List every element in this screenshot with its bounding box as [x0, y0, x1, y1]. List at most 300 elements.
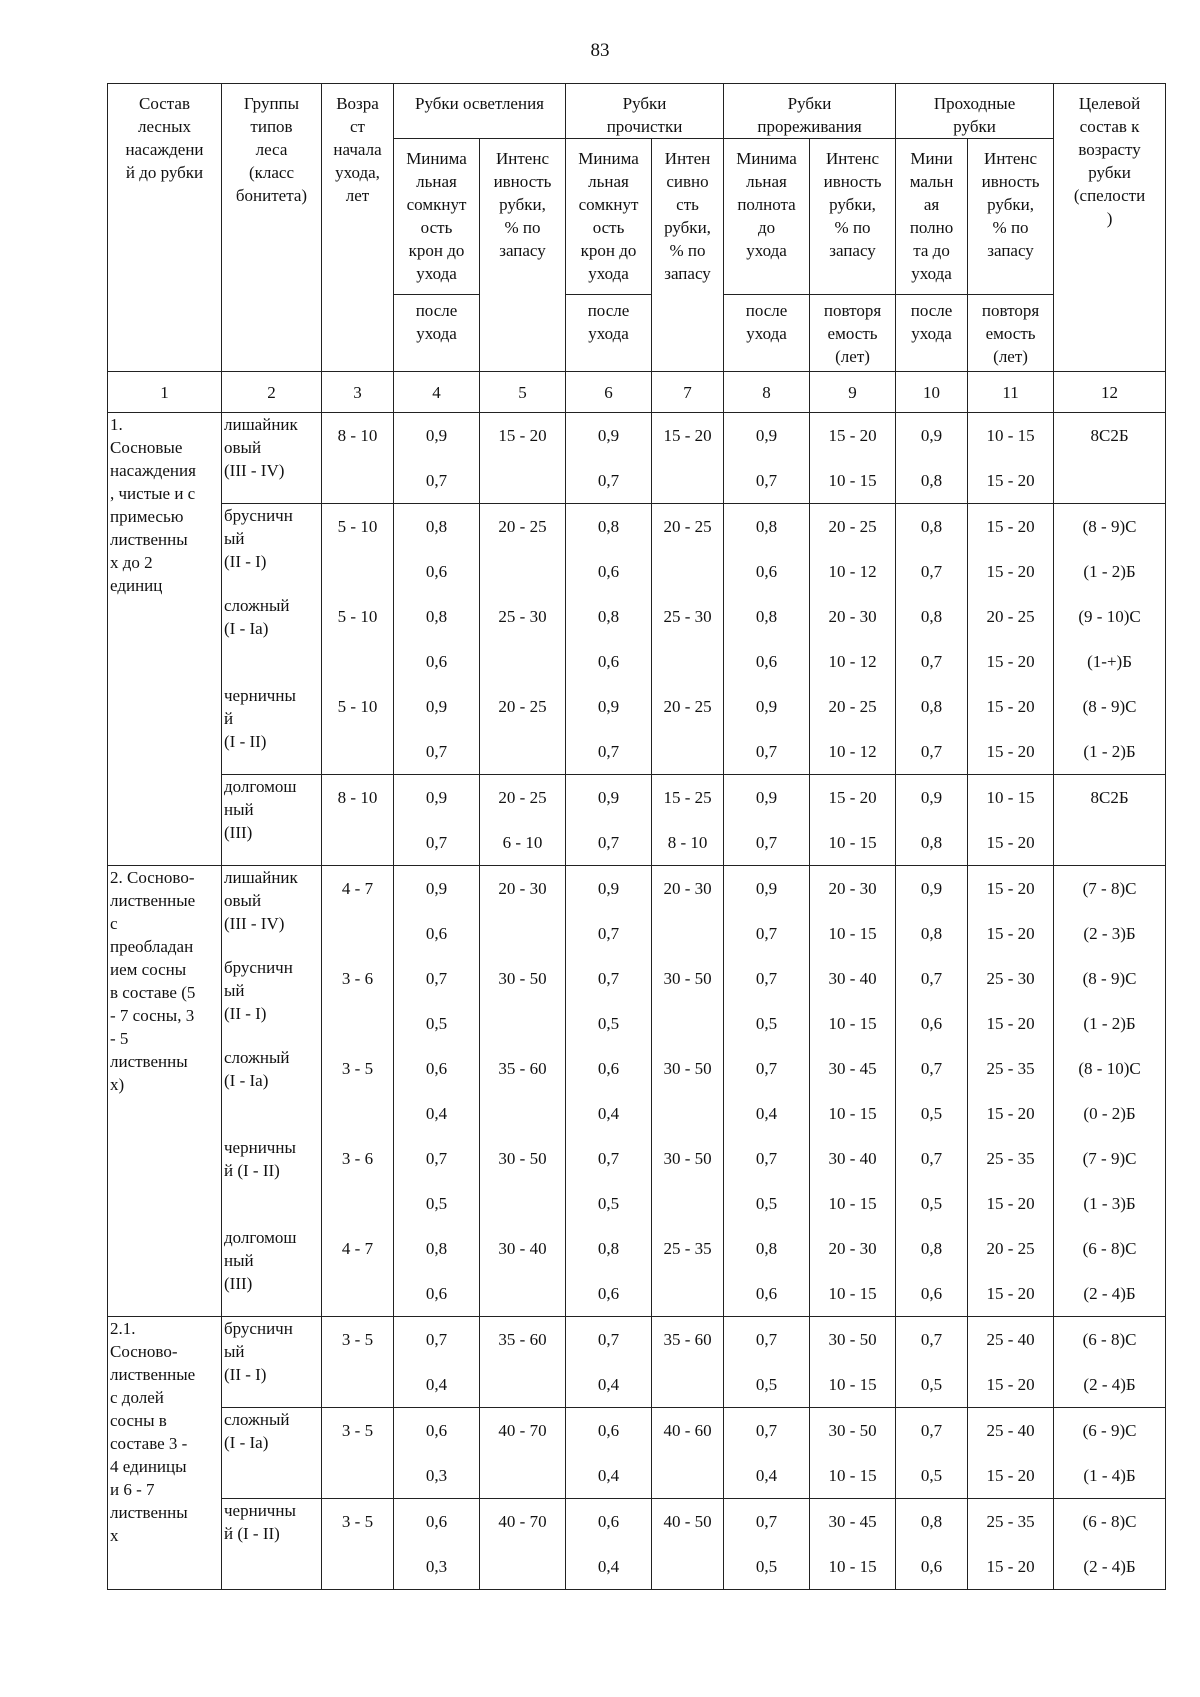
min-closure-thinning: 0,7 [597, 924, 620, 943]
target-composition [1054, 820, 1165, 865]
min-density-thinout-cell [724, 775, 810, 866]
stand-composition-cell: 2.1. Сосново- лиственные с долей сосны в составе 3 - 4 единицы и 6 - 7 лиственны х [108, 1317, 222, 1590]
header-after-care-1: после ухода [394, 295, 480, 372]
header-intensity-1: Интенс ивность рубки, % по запасу [480, 139, 566, 372]
min-density-passage: 0,7 [920, 1330, 943, 1349]
spacer [322, 1271, 393, 1316]
min-closure-cleaning: 0,7 [425, 1149, 448, 1168]
intensity-passage: 15 - 20 [986, 1194, 1035, 1213]
target-composition: (6 - 8)С [1082, 1239, 1137, 1258]
intensity-thinning [652, 911, 723, 956]
min-density-passage: 0,7 [920, 1149, 943, 1168]
spacer [322, 1091, 393, 1136]
target-composition: (0 - 2)Б [1083, 1104, 1136, 1123]
intensity-passage: 10 - 15 [986, 788, 1035, 807]
min-density-passage: 0,9 [920, 426, 943, 445]
start-age: 8 - 10 [337, 788, 378, 807]
min-closure-thinning: 0,5 [597, 1014, 620, 1033]
min-closure-cleaning: 0,7 [425, 742, 448, 761]
intensity-cleaning [480, 1453, 565, 1498]
target-composition: (9 - 10)С [1078, 607, 1141, 626]
min-density-thinout: 0,9 [755, 426, 778, 445]
spacer [322, 549, 393, 594]
intensity-cleaning [480, 1181, 565, 1226]
intensity-thinning: 25 - 35 [663, 1239, 712, 1258]
start-age: 5 - 10 [337, 517, 378, 536]
min-density-thinout: 0,9 [755, 697, 778, 716]
target-composition: (2 - 4)Б [1083, 1375, 1136, 1394]
min-density-thinout: 0,5 [755, 1014, 778, 1033]
intensity-thinout-cell [810, 413, 896, 504]
min-density-passage: 0,7 [920, 742, 943, 761]
intensity-cleaning: 6 - 10 [502, 833, 543, 852]
intensity-passage: 15 - 20 [986, 742, 1035, 761]
min-density-passage: 0,7 [920, 1059, 943, 1078]
target-composition: (6 - 8)С [1082, 1512, 1137, 1531]
header-start-age: Возра ст начала ухода, лет [322, 84, 394, 372]
min-density-passage-cell [896, 1408, 968, 1499]
min-closure-thinning-cell [566, 1408, 652, 1499]
min-closure-thinning: 0,5 [597, 1194, 620, 1213]
intensity-cleaning: 20 - 30 [498, 879, 547, 898]
spacer [322, 1001, 393, 1046]
intensity-thinning: 25 - 30 [663, 607, 712, 626]
start-age: 3 - 5 [341, 1059, 374, 1078]
column-number: 10 [896, 372, 968, 413]
forest-type: брусничн ый (II - I) [224, 958, 293, 1023]
min-closure-cleaning: 0,3 [425, 1557, 448, 1576]
intensity-cleaning: 20 - 25 [498, 788, 547, 807]
start-age: 5 - 10 [337, 697, 378, 716]
target-composition-cell [1054, 1499, 1166, 1590]
intensity-thinout: 10 - 12 [828, 742, 877, 761]
intensity-thinout: 15 - 20 [828, 788, 877, 807]
intensity-cleaning: 30 - 50 [498, 1149, 547, 1168]
intensity-thinout: 10 - 15 [828, 1014, 877, 1033]
min-density-passage: 0,8 [920, 1512, 943, 1531]
intensity-thinout: 20 - 25 [828, 697, 877, 716]
spacer [322, 639, 393, 684]
target-composition: (1-+)Б [1087, 652, 1132, 671]
intensity-thinning [652, 1001, 723, 1046]
intensity-thinning-cell [652, 1317, 724, 1408]
start-age: 5 - 10 [337, 607, 378, 626]
min-closure-thinning: 0,6 [597, 1284, 620, 1303]
min-density-passage: 0,6 [920, 1014, 943, 1033]
min-density-thinout: 0,7 [755, 1512, 778, 1531]
min-closure-cleaning: 0,6 [425, 924, 448, 943]
column-number: 11 [968, 372, 1054, 413]
intensity-passage: 15 - 20 [986, 697, 1035, 716]
min-density-passage: 0,8 [920, 833, 943, 852]
header-target-composition: Целевой состав к возрасту рубки (спелости ) [1054, 84, 1166, 372]
target-composition: (1 - 3)Б [1083, 1194, 1136, 1213]
intensity-thinout-cell [810, 1408, 896, 1499]
target-composition: (2 - 4)Б [1083, 1557, 1136, 1576]
min-density-passage: 0,6 [920, 1557, 943, 1576]
table-row [108, 1499, 1166, 1590]
min-closure-cleaning: 0,6 [425, 1512, 448, 1531]
min-density-thinout-cell [724, 1499, 810, 1590]
spacer [322, 1453, 393, 1498]
column-number: 2 [222, 372, 322, 413]
intensity-passage: 15 - 20 [986, 1557, 1035, 1576]
min-density-passage: 0,5 [920, 1194, 943, 1213]
min-density-thinout-cell [724, 1317, 810, 1408]
min-closure-cleaning: 0,6 [425, 1059, 448, 1078]
target-composition: (6 - 9)С [1082, 1421, 1137, 1440]
start-age: 3 - 5 [341, 1330, 374, 1349]
target-composition: 8С2Б [1090, 426, 1129, 445]
intensity-thinning-cell [652, 1408, 724, 1499]
min-density-passage-cell [896, 866, 968, 1317]
intensity-passage: 15 - 20 [986, 879, 1035, 898]
min-density-passage: 0,5 [920, 1375, 943, 1394]
start-age: 4 - 7 [341, 879, 374, 898]
intensity-passage: 15 - 20 [986, 1104, 1035, 1123]
min-closure-cleaning: 0,5 [425, 1014, 448, 1033]
start-age-cell [322, 504, 394, 775]
min-closure-thinning: 0,7 [597, 742, 620, 761]
min-closure-thinning: 0,6 [597, 652, 620, 671]
min-closure-thinning: 0,6 [597, 1421, 620, 1440]
table-row [108, 1317, 1166, 1408]
intensity-thinout: 20 - 30 [828, 879, 877, 898]
header-min-closure-1: Минима льная сомкнут ость крон до ухода [394, 139, 480, 295]
target-composition-cell [1054, 504, 1166, 775]
min-density-thinout: 0,9 [755, 788, 778, 807]
min-density-passage-cell [896, 775, 968, 866]
forest-type: черничны й (I - II) [224, 686, 296, 751]
intensity-passage-cell [968, 413, 1054, 504]
forest-type-cell [222, 866, 322, 1317]
stand-composition-cell: 1. Сосновые насаждения , чистые и с примесью лиственны х до 2 единиц [108, 413, 222, 866]
header-repeat-4: повторя емость (лет) [968, 295, 1054, 372]
min-density-thinout: 0,4 [755, 1104, 778, 1123]
intensity-thinout-cell [810, 1499, 896, 1590]
min-density-passage: 0,5 [920, 1104, 943, 1123]
intensity-passage: 15 - 20 [986, 1014, 1035, 1033]
min-closure-thinning-cell [566, 504, 652, 775]
min-closure-thinning: 0,7 [597, 833, 620, 852]
forest-type: лишайник овый (III - IV) [224, 868, 298, 933]
intensity-passage: 15 - 20 [986, 924, 1035, 943]
column-number: 3 [322, 372, 394, 413]
intensity-thinning [652, 1453, 723, 1498]
header-after-care-3: после ухода [724, 295, 810, 372]
min-density-passage-cell [896, 1499, 968, 1590]
header-thinning-out-cuts: Рубки прореживания [724, 84, 896, 139]
intensity-passage: 15 - 20 [986, 1466, 1035, 1485]
intensity-passage: 15 - 20 [986, 652, 1035, 671]
intensity-thinout: 30 - 45 [828, 1059, 877, 1078]
intensity-thinout: 30 - 50 [828, 1330, 877, 1349]
min-density-passage: 0,8 [920, 924, 943, 943]
min-density-thinout: 0,7 [755, 1059, 778, 1078]
intensity-thinning [652, 639, 723, 684]
intensity-passage: 25 - 35 [986, 1512, 1035, 1531]
intensity-cleaning: 35 - 60 [498, 1059, 547, 1078]
intensity-passage: 25 - 35 [986, 1149, 1035, 1168]
forest-type: сложный (I - Ia) [224, 1048, 290, 1090]
intensity-cleaning [480, 549, 565, 594]
intensity-cleaning-cell [480, 866, 566, 1317]
min-density-passage: 0,7 [920, 562, 943, 581]
column-number: 9 [810, 372, 896, 413]
intensity-thinning: 20 - 25 [663, 517, 712, 536]
min-density-passage: 0,8 [920, 471, 943, 490]
intensity-cleaning: 30 - 50 [498, 969, 547, 988]
target-composition: (1 - 2)Б [1083, 1014, 1136, 1033]
target-composition: (2 - 3)Б [1083, 924, 1136, 943]
target-composition: 8С2Б [1090, 788, 1129, 807]
forest-type: черничны й (I - II) [224, 1138, 296, 1180]
min-closure-cleaning: 0,4 [425, 1375, 448, 1394]
intensity-cleaning: 30 - 40 [498, 1239, 547, 1258]
header-cleaning-cuts: Рубки осветления [394, 84, 566, 139]
target-composition [1054, 458, 1165, 503]
min-closure-cleaning: 0,9 [425, 788, 448, 807]
intensity-cleaning: 15 - 20 [498, 426, 547, 445]
min-closure-thinning: 0,4 [597, 1466, 620, 1485]
intensity-thinout: 20 - 30 [828, 1239, 877, 1258]
start-age: 3 - 5 [341, 1421, 374, 1440]
intensity-thinout: 10 - 15 [828, 1194, 877, 1213]
min-closure-cleaning: 0,7 [425, 969, 448, 988]
min-closure-cleaning-cell [394, 1499, 480, 1590]
page-number: 83 [590, 40, 610, 61]
min-density-thinout: 0,5 [755, 1557, 778, 1576]
min-closure-thinning: 0,8 [597, 1239, 620, 1258]
intensity-thinning [652, 1362, 723, 1407]
start-age-cell [322, 775, 394, 866]
forest-type-cell [222, 1499, 322, 1590]
min-closure-thinning-cell [566, 1499, 652, 1590]
spacer [322, 1362, 393, 1407]
forest-type: сложный (I - Ia) [224, 596, 290, 638]
target-composition: (8 - 9)С [1082, 697, 1137, 716]
intensity-passage: 15 - 20 [986, 1284, 1035, 1303]
intensity-thinout: 10 - 12 [828, 652, 877, 671]
start-age-cell [322, 1499, 394, 1590]
intensity-thinout: 15 - 20 [828, 426, 877, 445]
intensity-thinning [652, 458, 723, 503]
intensity-passage-cell [968, 1499, 1054, 1590]
stand-composition-cell: 2. Сосново- лиственные с преобладан ием сосны в составе (5 - 7 сосны, 3 - 5 лиственны х) [108, 866, 222, 1317]
forest-type: лишайник овый (III - IV) [224, 415, 298, 480]
min-density-thinout: 0,7 [755, 1149, 778, 1168]
forest-type: сложный (I - Ia) [224, 1410, 290, 1452]
forest-type: черничны й (I - II) [224, 1501, 296, 1543]
column-number: 12 [1054, 372, 1166, 413]
min-density-thinout: 0,8 [755, 517, 778, 536]
column-number: 5 [480, 372, 566, 413]
target-composition: (1 - 4)Б [1083, 1466, 1136, 1485]
target-composition-cell [1054, 1317, 1166, 1408]
start-age: 4 - 7 [341, 1239, 374, 1258]
intensity-passage-cell [968, 504, 1054, 775]
target-composition: (7 - 9)С [1082, 1149, 1137, 1168]
min-closure-cleaning: 0,9 [425, 879, 448, 898]
forest-type-cell [222, 1408, 322, 1499]
min-closure-thinning: 0,4 [597, 1557, 620, 1576]
min-density-passage: 0,7 [920, 652, 943, 671]
target-composition: (1 - 2)Б [1083, 562, 1136, 581]
intensity-passage-cell [968, 866, 1054, 1317]
intensity-cleaning [480, 639, 565, 684]
intensity-passage: 15 - 20 [986, 1375, 1035, 1394]
min-density-passage: 0,7 [920, 969, 943, 988]
forest-type: брусничн ый (II - I) [224, 1319, 293, 1384]
start-age-cell [322, 1317, 394, 1408]
min-closure-thinning: 0,6 [597, 1059, 620, 1078]
intensity-thinout-cell [810, 775, 896, 866]
header-repeat-3: повторя емость (лет) [810, 295, 896, 372]
intensity-cleaning-cell [480, 1499, 566, 1590]
min-closure-cleaning: 0,6 [425, 1421, 448, 1440]
column-number: 4 [394, 372, 480, 413]
intensity-thinout: 10 - 15 [828, 924, 877, 943]
intensity-passage: 15 - 20 [986, 833, 1035, 852]
intensity-passage-cell [968, 775, 1054, 866]
target-composition: (1 - 2)Б [1083, 742, 1136, 761]
header-thinning-cuts: Рубки прочистки [566, 84, 724, 139]
start-age-cell [322, 1408, 394, 1499]
intensity-thinout: 10 - 15 [828, 1375, 877, 1394]
min-closure-cleaning: 0,4 [425, 1104, 448, 1123]
intensity-thinout: 30 - 50 [828, 1421, 877, 1440]
header-forest-type: Группы типов леса (класс бонитета) [222, 84, 322, 372]
min-closure-cleaning-cell [394, 413, 480, 504]
spacer [322, 1181, 393, 1226]
min-closure-thinning: 0,7 [597, 1330, 620, 1349]
intensity-cleaning [480, 1001, 565, 1046]
intensity-cleaning: 25 - 30 [498, 607, 547, 626]
min-closure-thinning: 0,7 [597, 1149, 620, 1168]
min-density-thinout: 0,6 [755, 562, 778, 581]
spacer [322, 820, 393, 865]
min-closure-cleaning: 0,9 [425, 426, 448, 445]
min-closure-thinning-cell [566, 775, 652, 866]
intensity-thinning [652, 1091, 723, 1136]
intensity-thinout: 10 - 15 [828, 1466, 877, 1485]
target-composition: (7 - 8)С [1082, 879, 1137, 898]
header-after-care-4: после ухода [896, 295, 968, 372]
min-closure-cleaning: 0,8 [425, 517, 448, 536]
intensity-passage-cell [968, 1317, 1054, 1408]
intensity-thinning-cell [652, 1499, 724, 1590]
intensity-passage: 20 - 25 [986, 1239, 1035, 1258]
min-density-passage: 0,7 [920, 1421, 943, 1440]
intensity-cleaning-cell [480, 1317, 566, 1408]
intensity-cleaning: 40 - 70 [498, 1421, 547, 1440]
header-intensity-4: Интенс ивность рубки, % по запасу [968, 139, 1054, 295]
intensity-cleaning [480, 1362, 565, 1407]
target-composition: (8 - 10)С [1078, 1059, 1141, 1078]
min-density-passage: 0,5 [920, 1466, 943, 1485]
min-density-passage-cell [896, 1317, 968, 1408]
min-closure-thinning: 0,6 [597, 1512, 620, 1531]
header-after-care-2: после ухода [566, 295, 652, 372]
table-header [108, 84, 1166, 413]
column-number-row [108, 372, 1166, 413]
intensity-passage: 25 - 30 [986, 969, 1035, 988]
min-closure-thinning: 0,9 [597, 697, 620, 716]
target-composition: (8 - 9)С [1082, 969, 1137, 988]
intensity-cleaning-cell [480, 1408, 566, 1499]
intensity-passage: 10 - 15 [986, 426, 1035, 445]
intensity-thinning: 40 - 50 [663, 1512, 712, 1531]
min-closure-thinning: 0,7 [597, 969, 620, 988]
forest-type: брусничн ый (II - I) [224, 506, 293, 571]
spacer [322, 1544, 393, 1589]
intensity-thinning [652, 1544, 723, 1589]
min-closure-thinning: 0,9 [597, 426, 620, 445]
min-closure-cleaning: 0,6 [425, 562, 448, 581]
intensity-cleaning: 20 - 25 [498, 517, 547, 536]
start-age: 3 - 6 [341, 969, 374, 988]
min-closure-thinning: 0,9 [597, 879, 620, 898]
intensity-passage: 20 - 25 [986, 607, 1035, 626]
intensity-thinning: 35 - 60 [663, 1330, 712, 1349]
column-number: 8 [724, 372, 810, 413]
header-intensity-2: Интен сивно сть рубки, % по запасу [652, 139, 724, 372]
spacer [322, 729, 393, 774]
min-closure-cleaning-cell [394, 1317, 480, 1408]
intensity-thinning: 15 - 20 [663, 426, 712, 445]
min-closure-cleaning-cell [394, 866, 480, 1317]
intensity-passage: 25 - 40 [986, 1421, 1035, 1440]
intensity-passage: 15 - 20 [986, 562, 1035, 581]
intensity-cleaning-cell [480, 413, 566, 504]
min-density-passage: 0,9 [920, 788, 943, 807]
min-density-thinout: 0,5 [755, 1194, 778, 1213]
forest-type-cell [222, 413, 322, 504]
header-min-closure-2: Минима льная сомкнут ость крон до ухода [566, 139, 652, 295]
min-density-passage-cell [896, 504, 968, 775]
intensity-thinout: 10 - 15 [828, 833, 877, 852]
intensity-thinning-cell [652, 775, 724, 866]
min-density-thinout: 0,7 [755, 924, 778, 943]
min-density-passage: 0,8 [920, 517, 943, 536]
min-closure-thinning: 0,8 [597, 517, 620, 536]
intensity-thinout: 10 - 15 [828, 1284, 877, 1303]
header-intensity-3: Интенс ивность рубки, % по запасу [810, 139, 896, 295]
min-density-thinout-cell [724, 413, 810, 504]
intensity-thinning [652, 1181, 723, 1226]
intensity-thinning: 8 - 10 [667, 833, 708, 852]
table-row [108, 504, 1166, 775]
min-closure-cleaning: 0,7 [425, 471, 448, 490]
min-density-passage: 0,8 [920, 1239, 943, 1258]
intensity-passage: 25 - 40 [986, 1330, 1035, 1349]
intensity-cleaning [480, 911, 565, 956]
min-density-thinout-cell [724, 1408, 810, 1499]
min-density-thinout: 0,7 [755, 969, 778, 988]
min-closure-thinning: 0,8 [597, 607, 620, 626]
intensity-thinning-cell [652, 413, 724, 504]
start-age: 8 - 10 [337, 426, 378, 445]
min-closure-cleaning: 0,6 [425, 1284, 448, 1303]
forest-type-cell [222, 1317, 322, 1408]
min-density-thinout: 0,8 [755, 607, 778, 626]
min-density-thinout-cell [724, 504, 810, 775]
target-composition-cell [1054, 413, 1166, 504]
forest-type: долгомош ный (III) [224, 777, 297, 842]
spacer [322, 911, 393, 956]
min-density-thinout: 0,9 [755, 879, 778, 898]
table-body [108, 413, 1166, 1590]
